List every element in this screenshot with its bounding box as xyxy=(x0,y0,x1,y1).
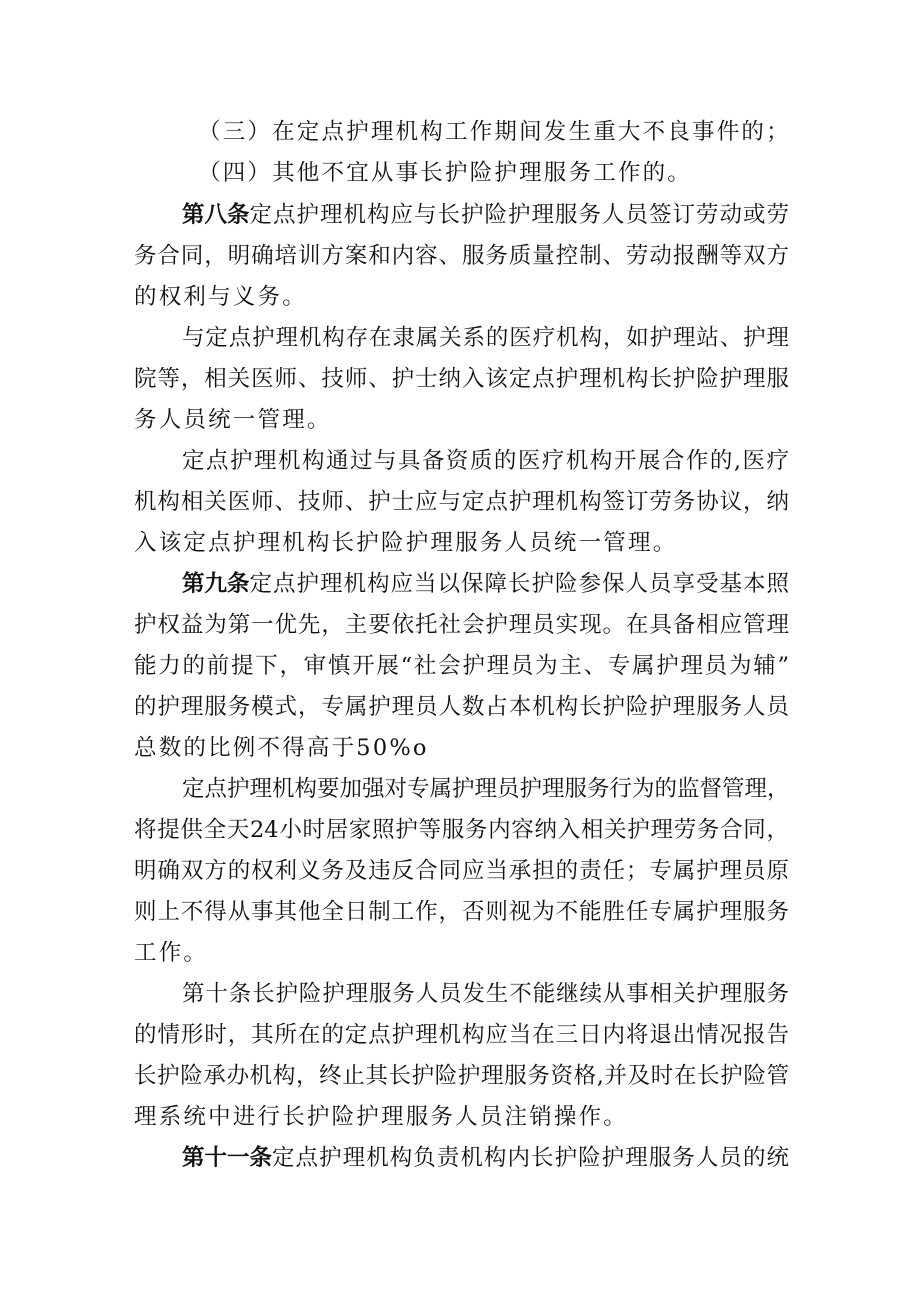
text-line: 的情形时，其所在的定点护理机构应当在三日内将退出情况报告 xyxy=(134,1022,789,1048)
paragraph-line xyxy=(0,527,920,559)
text-line: 则上不得从事其他全日制工作，否则视为不能胜任专属护理服务 xyxy=(134,899,789,925)
article-8-line-1 xyxy=(0,199,920,231)
text-line: （三）在定点护理机构工作期间发生重大不良事件的； xyxy=(198,119,791,145)
text-line: 定点护理机构通过与具备资质的医疗机构开展合作的,医疗 xyxy=(182,448,789,474)
article-11-line-1 xyxy=(0,1142,920,1174)
article-8-line-2 xyxy=(0,240,920,272)
paragraph-line xyxy=(0,609,920,641)
paragraph-line xyxy=(0,363,920,395)
paragraph-line xyxy=(0,1101,920,1133)
paragraph-line xyxy=(0,1060,920,1092)
text-line: 的权利与义务。 xyxy=(134,284,307,310)
text-line: 院等，相关医师、技师、护士纳入该定点护理机构长护险护理服 xyxy=(134,366,789,392)
paragraph-line xyxy=(0,1019,920,1051)
text-line: 理系统中进行长护险护理服务人员注销操作。 xyxy=(134,1104,629,1130)
text-line: 第十条长护险护理服务人员发生不能继续从事相关护理服务 xyxy=(182,981,789,1007)
text-line: 将提供全天24小时居家照护等服务内容纳入相关护理劳务合同， xyxy=(134,817,789,843)
article-11-heading: 第十一条 xyxy=(182,1145,273,1171)
text-line: 明确双方的权利义务及违反合同应当承担的责任；专属护理员原 xyxy=(134,858,789,884)
article-9-line-1 xyxy=(0,568,920,600)
text-line: 定点护理机构应与长护险护理服务人员签订劳动或劳 xyxy=(249,202,789,228)
text-line: 机构相关医师、技师、护士应与定点护理机构签订劳务协议，纳 xyxy=(134,489,789,515)
paragraph-item-3 xyxy=(0,116,920,148)
paragraph-line xyxy=(0,486,920,518)
text-line: 务合同，明确培训方案和内容、服务质量控制、劳动报酬等双方 xyxy=(134,243,789,269)
article-9-heading: 第九条 xyxy=(182,571,250,597)
text-line: 工作。 xyxy=(134,940,209,966)
text-line: 务人员统一管理。 xyxy=(134,407,332,433)
paragraph-line xyxy=(0,691,920,723)
text-line: 入该定点护理机构长护险护理服务人员统一管理。 xyxy=(134,530,678,556)
text-line: 与定点护理机构存在隶属关系的医疗机构，如护理站、护理 xyxy=(182,325,789,351)
paragraph-line xyxy=(0,814,920,846)
article-8-line-3 xyxy=(0,281,920,313)
text-line: 定点护理机构负责机构内长护险护理服务人员的统 xyxy=(272,1145,789,1171)
text-line: 的护理服务模式，专属护理员人数占本机构长护险护理服务人员 xyxy=(134,694,789,720)
paragraph-line xyxy=(0,773,920,805)
paragraph-line xyxy=(0,896,920,928)
text-line: 长护险承办机构，终止其长护险护理服务资格,并及时在长护险管 xyxy=(134,1063,789,1089)
paragraph-line xyxy=(0,855,920,887)
paragraph-line xyxy=(0,650,920,682)
paragraph-line xyxy=(0,937,920,969)
text-line: （四）其他不宜从事长护险护理服务工作的。 xyxy=(198,160,693,186)
text-line: 总数的比例不得高于50%o xyxy=(134,735,429,761)
paragraph-line xyxy=(0,445,920,477)
text-line: 能力的前提下，审慎开展“社会护理员为主、专属护理员为辅” xyxy=(134,653,789,679)
paragraph-line xyxy=(0,978,920,1010)
paragraph-line xyxy=(0,404,920,436)
article-8-heading: 第八条 xyxy=(182,202,250,228)
text-line: 定点护理机构要加强对专属护理员护理服务行为的监督管理， xyxy=(182,776,790,802)
paragraph-line xyxy=(0,322,920,354)
paragraph-line xyxy=(0,732,920,764)
text-line: 护权益为第一优先，主要依托社会护理员实现。在具备相应管理 xyxy=(134,612,789,638)
paragraph-item-4 xyxy=(0,157,920,189)
text-line: 定点护理机构应当以保障长护险参保人员享受基本照 xyxy=(249,571,789,597)
